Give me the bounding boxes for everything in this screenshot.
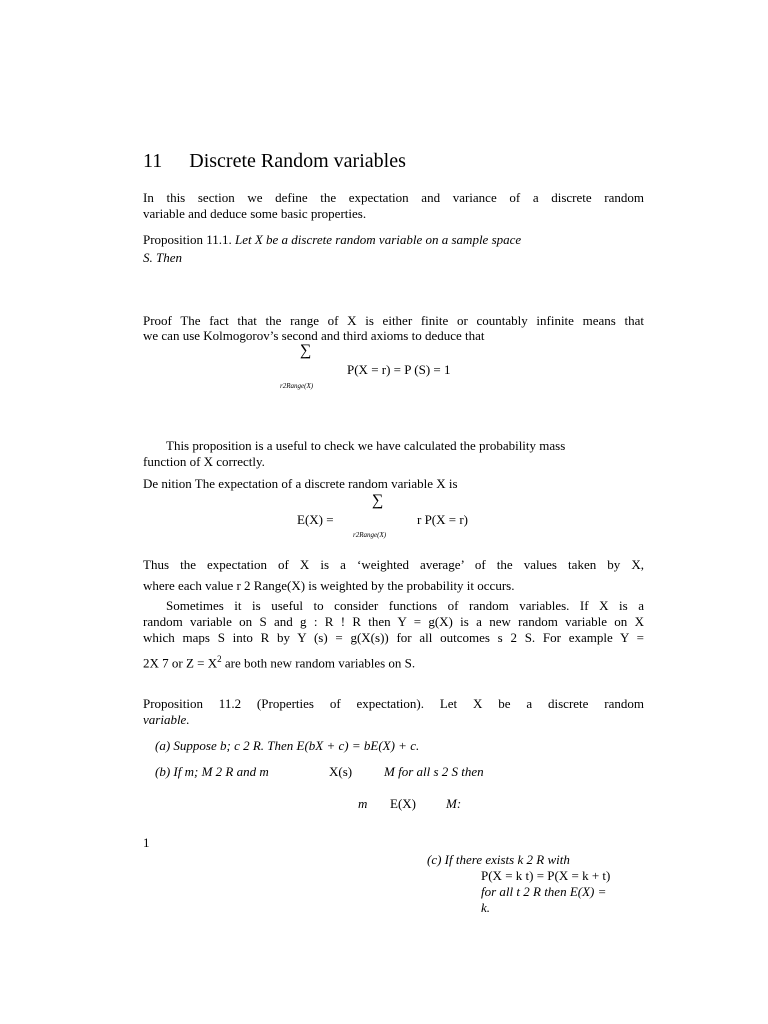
proof-subscript: r2Range(X) <box>280 382 314 390</box>
prop-c-line-3: for all t 2 R then E(X) = <box>481 884 607 899</box>
definition-rhs: r P(X = r) <box>417 512 469 527</box>
ineq-M: M: <box>446 796 462 811</box>
prop-11-2-item-b-right: M for all s 2 S then <box>384 764 484 779</box>
section-heading <box>143 150 406 173</box>
page-number: 1 <box>143 835 150 850</box>
section-title: Discrete Random variables <box>189 150 406 172</box>
remark-line-1: This proposition is a useful to check we have calculated the probability mass <box>166 438 566 453</box>
functions-line-1: Sometimes it is useful to consider functions of random variables. If X is a <box>166 598 644 613</box>
proof-sigma: ∑ <box>300 342 312 359</box>
prop-11-1-line-1 <box>143 232 521 248</box>
prop-11-1-statement: Let X be a discrete random variable on a sample space <box>234 232 522 247</box>
proof-line-1: Proof The fact that the range of X is either finite or countably infinite means that <box>143 313 644 328</box>
remark-line-2: function of X correctly. <box>143 454 265 469</box>
prop-11-2-item-b-left: (b) If m; M 2 R and m <box>155 764 269 779</box>
section-number: 11 <box>143 150 163 172</box>
definition-sigma: ∑ <box>372 492 384 509</box>
prop-11-1-label: Proposition 11.1. <box>143 232 232 247</box>
functions-line-4-start: 2X 7 or Z = X <box>143 655 218 671</box>
prop-c-line-1: (c) If there exists k 2 R with <box>427 852 570 867</box>
weighted-line-1: Thus the expectation of X is a ‘weighted average’ of the values taken by X, <box>143 557 644 572</box>
definition-lhs: E(X) = <box>297 512 334 527</box>
prop-11-1-line-2: S. Then <box>143 250 182 265</box>
prop-11-2-line-2: variable. <box>143 712 190 727</box>
functions-line-4-end: are both new random variables on S. <box>221 655 416 671</box>
weighted-line-2: where each value r 2 Range(X) is weighted by the probability it occurs. <box>143 578 515 593</box>
ineq-m: m <box>358 796 368 811</box>
proof-formula: P(X = r) = P (S) = 1 <box>347 362 451 377</box>
proof-line-2: we can use Kolmogorov’s second and third axioms to deduce that <box>143 328 485 343</box>
prop-11-2-item-b-mid: X(s) <box>329 764 353 779</box>
functions-superscript: 2 <box>217 654 222 664</box>
functions-line-3: which maps S into R by Y (s) = g(X(s)) for all outcomes s 2 S. For example Y = <box>143 630 644 645</box>
prop-c-line-2: P(X = k t) = P(X = k + t) <box>481 868 611 883</box>
prop-c-line-4: k. <box>481 900 491 915</box>
prop-11-2-item-a: (a) Suppose b; c 2 R. Then E(bX + c) = bE(X) + c. <box>155 738 420 753</box>
functions-line-4 <box>143 651 415 671</box>
definition-line: De nition The expectation of a discrete random variable X is <box>143 476 458 491</box>
intro-line-1: In this section we define the expectation and variance of a discrete random <box>143 190 644 205</box>
ineq-e: E(X) <box>390 796 416 811</box>
functions-line-2: random variable on S and g : R ! R then Y = g(X) is a new random variable on X <box>143 614 644 629</box>
prop-11-2-line-1: Proposition 11.2 (Properties of expectation). Let X be a discrete random <box>143 696 644 711</box>
intro-line-2: variable and deduce some basic properties. <box>143 206 367 221</box>
definition-subscript: r2Range(X) <box>353 531 387 539</box>
